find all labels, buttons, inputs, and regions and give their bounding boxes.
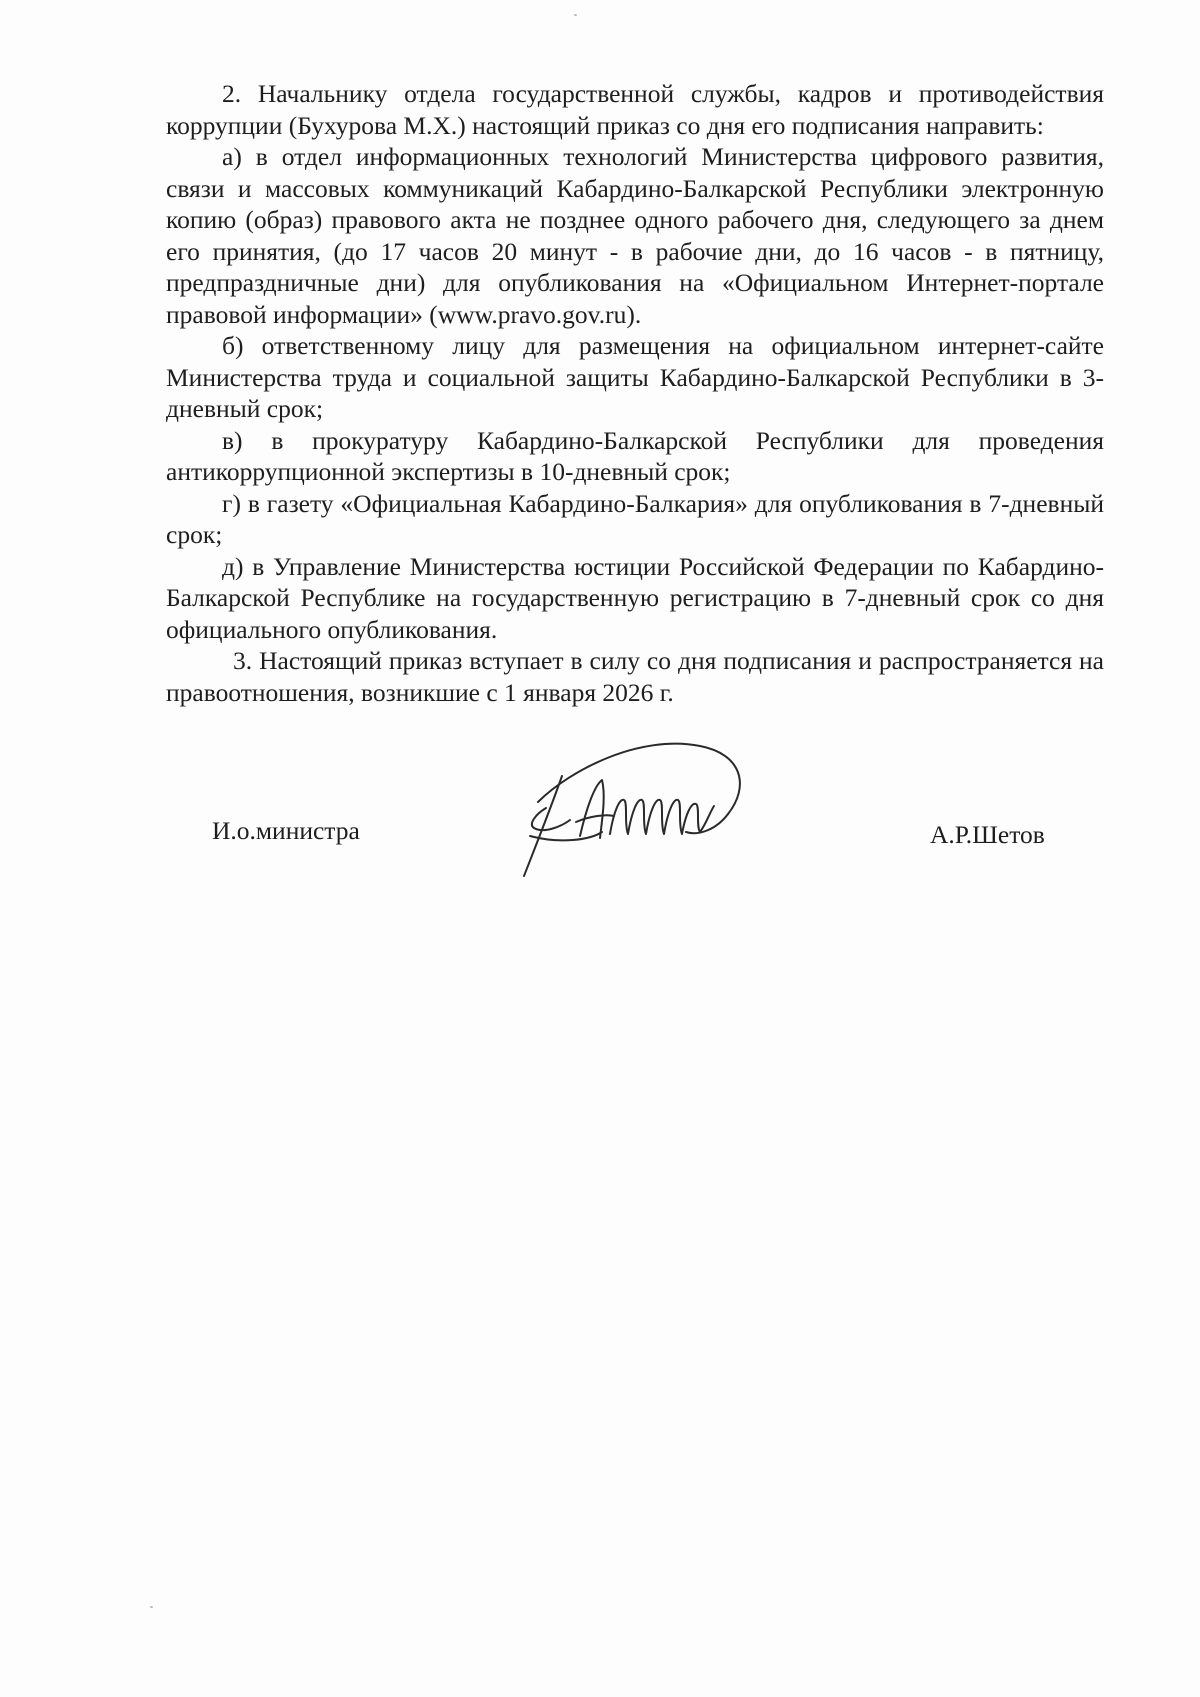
signatory-name: А.Р.Шетов (930, 820, 1045, 849)
signatory-position: И.о.министра (212, 816, 360, 845)
paragraph-2b: б) ответственному лицу для размещения на официальном интернет-сайте Министерства труда и социальной защиты Кабардино-Балкарской Республики в 3-дневный срок; (166, 331, 1104, 423)
signature-block (0, 740, 1200, 900)
paragraph-2v: в) в прокуратуру Кабардино-Балкарской Республики для проведения антикоррупционной экспертизы в 10-дневный срок; (166, 425, 1104, 486)
paragraph-2d: д) в Управление Министерства юстиции Российской Федерации по Кабардино-Балкарской Республике на государственную регистрацию в 7-дневный срок со дня официального опубликования. (166, 551, 1104, 644)
paragraph-3: 3. Настоящий приказ вступает в силу со дня подписания и распространяется на правоотношения, возникшие с 1 января 2026 г. (166, 646, 1104, 707)
paragraph-2g: г) в газету «Официальная Кабардино-Балкария» для опубликования в 7-дневный срок; (166, 488, 1104, 549)
paragraph-2a: а) в отдел информационных технологий Министерства цифрового развития, связи и массовых коммуникаций Кабардино-Балкарской Республики электронную копию (образ) правового акта не позднее одного рабочего дня, следующего за днем его принятия, (до 17 часов 20 минут - в рабочие дни, до 16 часов - в пятницу, предпраздничные дни) для опубликования на «Официальном Интернет-портале правовой информации» (www.pravo.gov.ru). (166, 142, 1104, 329)
scan-speck (150, 1606, 153, 1608)
paragraph-2: 2. Начальнику отдела государственной службы, кадров и противодействия коррупции (Бухурова М.Х.) настоящий приказ со дня его подписания направить: (166, 79, 1104, 140)
document-body (166, 78, 1104, 708)
handwritten-signature-icon (510, 740, 770, 890)
scan-speck (574, 14, 577, 16)
